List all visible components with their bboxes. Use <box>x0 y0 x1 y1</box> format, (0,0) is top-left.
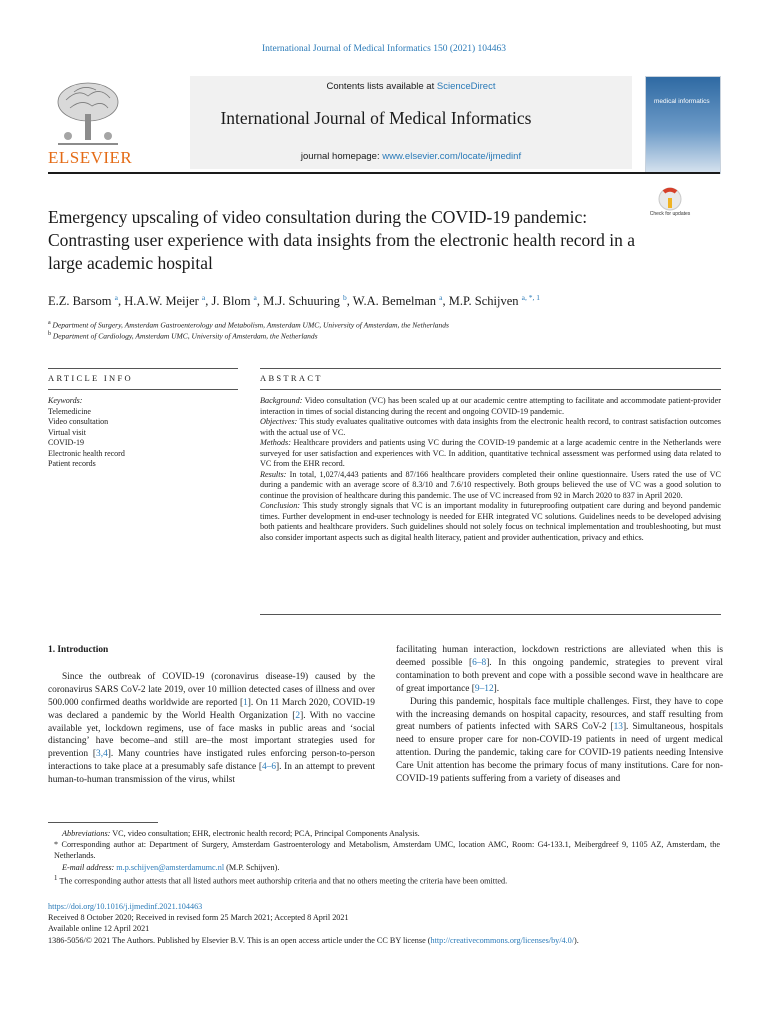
license-text: 1386-5056/© 2021 The Authors. Published by Elsevier B.V. This is an open access article under the CC BY license ( <box>48 935 431 945</box>
abstract-end-rule <box>260 614 721 615</box>
author-affil-sup[interactable]: a <box>201 293 206 302</box>
body-text: ]. Simultaneous, hospitals need to ensure proper care for non-COVID-19 patients in need of urgent medical attention. During the pandemic, taking care for COVID-19 patients needing Intensive Care Unit attention has become the primary focus of many institutions. Care for non-COVID-19 patients suffering from a variety of diseases and <box>396 722 723 785</box>
email-link[interactable]: m.p.schijven@amsterdamumc.nl <box>116 862 225 872</box>
author-name[interactable]: W.A. Bemelman <box>352 294 436 309</box>
abstract-section-label: Conclusion: <box>260 501 301 510</box>
homepage-link[interactable]: www.elsevier.com/locate/ijmedinf <box>382 151 522 162</box>
keyword-item: Patient records <box>48 459 96 468</box>
contents-line <box>190 81 632 92</box>
abstract-top-rule <box>260 368 721 369</box>
citation-link[interactable]: 9–12 <box>474 683 494 694</box>
affiliation-b <box>48 331 728 341</box>
article-meta <box>48 901 728 946</box>
citation-link[interactable]: 13 <box>613 722 623 733</box>
keyword-item: Electronic health record <box>48 448 125 458</box>
footnote-text: VC, video consultation; EHR, electronic health record; PCA, Principal Components Analysis. <box>110 829 420 838</box>
citation-link[interactable]: 1 <box>243 697 248 708</box>
abstract-objectives <box>260 417 721 438</box>
abstract-results <box>260 470 721 502</box>
author-affil-sup[interactable]: a <box>253 293 257 302</box>
abstract-section-label: Objectives: <box>260 417 298 426</box>
abstract-section-text: Healthcare providers and patients using VC during the COVID-19 pandemic at a large academic centre in the Netherlands were surveyed for user satisfaction and experiences with VC. In addition, quantitative technical assessment was performed using data related to VC from the EHR record. <box>260 438 721 468</box>
abstract-section-label: Methods: <box>260 438 291 447</box>
body-text: During this pandemic, hospitals face multiple challenges. First, they have to cope with the increasing demands on hospital capacity, resources, and staff resulting from great numbers of patients infected with SARS CoV-2 [ <box>396 696 723 733</box>
footnote-text: The corresponding author attests that all listed authors meet authorship criteria and that no others meeting the criteria have been omitted. <box>59 876 508 886</box>
abstract-body <box>260 396 721 543</box>
author-name[interactable]: E.Z. Barsom <box>48 294 112 309</box>
author-affil-sup[interactable]: a <box>439 293 443 302</box>
journal-cover-image <box>645 76 721 174</box>
journal-reference[interactable]: International Journal of Medical Informatics 150 (2021) 104463 <box>261 44 507 54</box>
citation-link[interactable]: 2 <box>295 710 301 721</box>
check-for-updates-label: Check for updates <box>649 211 691 217</box>
footnote-email <box>48 862 720 873</box>
license-link[interactable]: http://creativecommons.org/licenses/by/4.0/ <box>430 935 575 945</box>
keyword-item: Video consultation <box>48 417 109 426</box>
cover-title: medical informatics <box>654 98 710 105</box>
abstract-heading: ABSTRACT <box>260 373 323 383</box>
article-info-top-rule <box>48 368 238 369</box>
body-left-column <box>48 644 375 787</box>
body-paragraph <box>396 644 723 696</box>
header-rule <box>48 172 720 174</box>
section-heading-introduction: 1. Introduction <box>48 645 109 655</box>
received-dates: Received 8 October 2020; Received in revised form 25 March 2021; Accepted 8 April 2021 <box>48 913 349 923</box>
affiliation-sup: a <box>48 320 51 326</box>
journal-title: International Journal of Medical Informatics <box>220 108 532 128</box>
body-text: ]. On 11 March 2020, COVID-19 was declared a pandemic by the World Health Organization [ <box>48 697 375 721</box>
footnote-text: (M.P. Schijven). <box>224 862 280 872</box>
footnote-rule <box>48 822 158 823</box>
keyword-item: COVID-19 <box>48 438 84 447</box>
author-affil-sup[interactable]: a, *, 1 <box>521 293 540 302</box>
body-text: ]. With no vaccine available yet, lockdown regimens, use of face masks in public areas and ‘social distancing’ have become–and still are–the most important strategies used for prevention [ <box>48 710 376 760</box>
footnote-label: E-mail address: <box>62 862 115 872</box>
body-text: ]. In this ongoing pandemic, strategies to prevent viral contamination to both prevent and cope with a possible second wave in healthcare are of great importance [ <box>396 657 723 694</box>
affiliation-sup: b <box>48 331 51 337</box>
abstract-section-text: This study evaluates qualitative outcomes with data insights from the electronic health record, to contrast satisfaction outcomes with the actual use of VC. <box>260 417 721 437</box>
body-paragraph <box>396 696 723 786</box>
article-info-heading: ARTICLE INFO <box>48 373 133 383</box>
article-info-bottom-rule <box>48 389 238 390</box>
available-online: Available online 12 April 2021 <box>48 924 150 934</box>
body-right-column <box>396 644 723 786</box>
license-text: ). <box>574 935 579 945</box>
keywords-label: Keywords: <box>48 396 83 405</box>
footnote-label: Abbreviations: <box>62 829 111 838</box>
body-text: Since the outbreak of COVID-19 (coronavirus disease-19) caused by the coronavirus SARS CoV-2 late 2019, over 10 million detected cases of illness and over 500.000 confirmed deaths worldwide are reported [ <box>48 671 375 708</box>
author-name[interactable]: M.P. Schijven <box>448 294 519 309</box>
citation-link[interactable]: 4–6 <box>261 762 277 773</box>
sciencedirect-link[interactable]: ScienceDirect <box>436 81 496 92</box>
citation-link[interactable]: 3,4 <box>96 749 108 760</box>
abstract-bottom-rule <box>260 389 721 390</box>
keyword-item: Virtual visit <box>48 427 86 437</box>
footnote-text: Corresponding author at: Department of Surgery, Amsterdam Gastroenterology and Metabolism, Amsterdam UMC, location AMC, Room: G4-133.1, Meibergdreef 9, 1105 AZ, Amsterdam, the Netherlands. <box>54 840 721 861</box>
body-text: ]. In an attempt to prevent human-to-human transmission of the virus, whilst <box>48 762 375 786</box>
abstract-background <box>260 396 721 417</box>
author-name[interactable]: M.J. Schuuring <box>263 294 340 309</box>
homepage-prefix: journal homepage: <box>300 151 383 162</box>
keywords-list <box>48 396 238 470</box>
affiliation-text: Department of Cardiology, Amsterdam UMC, University of Amsterdam, the Netherlands <box>52 331 318 341</box>
footnote-note-1: $^1$ The corresponding author attests that all listed authors meet authorship criteria and that no others meeting the criteria have been omitted. <box>54 874 508 886</box>
abstract-methods <box>260 438 721 470</box>
body-text: facilitating human interaction, lockdown restrictions are alleviated when this is deemed possible [ <box>396 645 723 668</box>
license-line <box>48 935 728 946</box>
author-name[interactable]: J. Blom <box>211 294 251 309</box>
abstract-section-label: Background: <box>260 396 303 405</box>
body-paragraph <box>48 671 375 787</box>
citation-link[interactable]: 6–8 <box>472 657 487 668</box>
affiliation-a <box>48 320 728 330</box>
article-title: Emergency upscaling of video consultation during the COVID-19 pandemic: Contrasting user experience with data insights from the electronic health record in a large academic hospital <box>48 207 636 273</box>
contents-prefix: Contents lists available at <box>326 81 437 92</box>
body-text: ]. Many countries have instigated rules enforcing person-to-person interactions to take place at a presumably safe distance [ <box>48 749 375 773</box>
doi-link[interactable]: https://doi.org/10.1016/j.ijmedinf.2021.104463 <box>48 902 203 911</box>
abstract-section-text: In total, 1,027/4,443 patients and 87/166 healthcare providers completed their online questionnaire. Users rated the use of VC during a pandemic with an average score of 8.3/10 and 7.6/10 respectively. Both groups believed the use of VC was a good solution to continue the provision of healthcare during this pandemic. The use of VC increased from 92 in March 2020 to 837 in April 2020. <box>260 469 721 500</box>
elsevier-wordmark: ELSEVIER <box>48 148 133 167</box>
footnotes <box>48 828 720 887</box>
abstract-section-text: Video consultation (VC) has been scaled up at our academic centre attempting to facilitate and accommodate patient-provider interaction in times of social distancing during the recent and ongoing COVID-19 pandemic. <box>260 396 721 416</box>
author-affil-sup[interactable]: a <box>114 293 119 302</box>
author-affil-sup[interactable]: b <box>343 293 347 302</box>
abstract-section-label: Results: <box>260 469 287 479</box>
affiliation-text: Department of Surgery, Amsterdam Gastroenterology and Metabolism, Amsterdam UMC, University of Amsterdam, the Netherlands <box>52 320 449 330</box>
check-for-updates-icon[interactable] <box>649 186 691 228</box>
journal-homepage <box>190 151 632 162</box>
keyword-item: Telemedicine <box>48 406 91 416</box>
author-name[interactable]: H.A.W. Meijer <box>124 294 199 309</box>
body-text: ]. <box>493 683 500 694</box>
footnote-corresponding: * Corresponding author at: Department of Surgery, Amsterdam Gastroenterology and Metabolism, Amsterdam UMC, location AMC, Room: G4-133.1, Meibergdreef 9, 1105 AZ, Amsterdam, the Netherlands. <box>54 840 721 861</box>
footnote-abbreviations <box>48 828 720 839</box>
author-list: E.Z. Barsom $^a$, H.A.W. Meijer $^a$, J. Blom $^a$, M.J. Schuuring $^b$, W.A. Bemelman $^a$, M.P. Schijven $^{a, *, 1}$ <box>48 293 540 309</box>
abstract-section-text: This study strongly signals that VC is an important modality in futureproofing outpatient care during and beyond pandemic times. Further development in end-user technology is needed for EHR integrated VC solutions. Guidelines needs to be developed advising both patients and healthcare providers. Such guidelines should not solely focus on technical implementation and troubleshooting, but must also consider important aspects such as digital health literacy, patient and provider authentication, privacy and ethics. <box>260 501 721 542</box>
abstract-conclusion <box>260 501 721 543</box>
